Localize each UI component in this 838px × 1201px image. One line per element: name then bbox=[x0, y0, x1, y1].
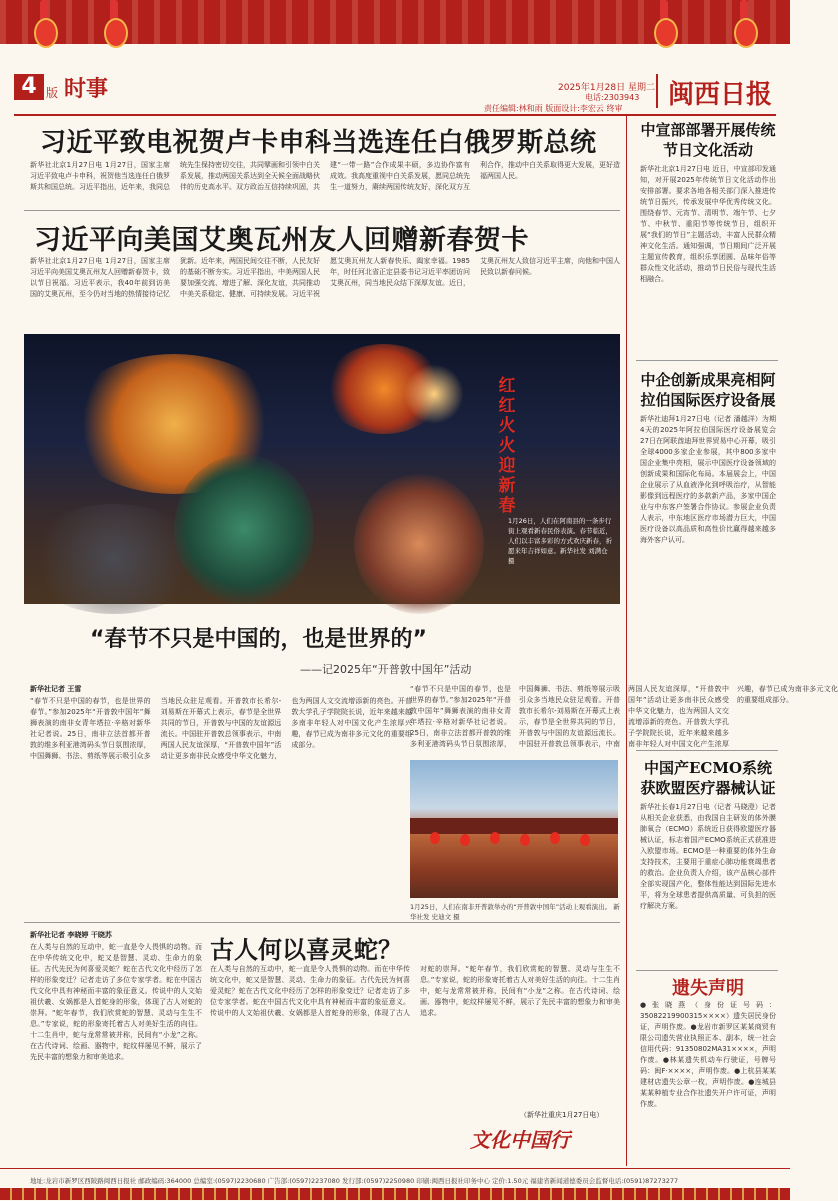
side3-body: 新华社长春1月27日电（记者 马晓澄）记者从相关企业获悉，由我国自主研发的体外膜肺氧合（ECMO）系统近日获得欧盟医疗器械认证，标志着国产ECMO系统正式获准进入欧盟市场。ECMO是一种重要的体外生命支持技术，主要用于重症心肺功能衰竭患者的救治。企业负责人介绍，该产品核心部件全部实现国产化，整体性能达到国际先进水平，将为全球患者提供高质量、可负担的医疗解决方案。 bbox=[640, 803, 776, 910]
side3-title: 中国产ECMO系统获欧盟医疗器械认证 bbox=[640, 759, 776, 797]
side1-body: 新华社北京1月27日电 近日，中宣部印发通知，对开展2025年传统节日文化活动作出安排部署。要求各地各相关部门深入推进传统节日振兴，传承发展中华优秀传统文化。围绕春节、元宵节、清明节、端午节、七夕节、中秋节、重阳节等传统节日，组织开展“我们的节日”主题活动，丰富人民群众精神文化生活。通知强调，节日期间广泛开展主题宣传教育，组织乐享团圆、品味年俗等群众性文化活动，推动节日民俗与现代生活相融合。 bbox=[640, 165, 776, 283]
lantern-icon bbox=[460, 834, 470, 846]
photo2-caption: 1月25日，人们在南非开普敦举办的“开普敦中国年”活动上观看演出。 新华社发 史迪文 摄 bbox=[410, 903, 620, 921]
article4-byline: 新华社记者 李晓婷 干晓苏 bbox=[30, 931, 112, 939]
article4-body-cont: 在人类与自然的互动中，蛇一直是令人畏惧的动物。而在中华传统文化中，蛇又是智慧、灵动、生命力的象征。古代先民为何喜爱灵蛇？蛇在古代文化中经历了怎样的形象变迁？记者走访了多位专家学者。蛇在中国古代文化中具有神秘而丰富的象征意义。传说中的人文始祖伏羲、女娲都是人首蛇身的形象，体现了古人对蛇的崇拜。“蛇年春节，我们欣赏蛇的智慧、灵动与生生不息。”专家说，蛇的形象寄托着古人对美好生活的向往。十二生肖中，蛇与龙常常被并称，民间有“小龙”之称。在古代诗词、绘画、器物中，蛇纹样屡见不鲜，展示了先民丰富的想象力和审美追求。 bbox=[210, 965, 620, 1017]
side2-body: 新华社迪拜1月27日电（记者 潘越洋）为期4天的2025年阿拉伯国际医疗设备展览会27日在阿联酋迪拜世界贸易中心开幕，吸引全球4000多家企业参展，其中800多家中国企业集中亮相，展示中国医疗设备领域的创新成果和国际化布局。本届展会上，中国企业展示了从血液净化到呼吸治疗，从智能影像到远程医疗的多款新产品，多家中国企业与中东客户签署合作协议。参展企业负责人表示，中东地区医疗市场潜力巨大，中国医疗设备以高品质和高性价比赢得越来越多海外客户认可。 bbox=[640, 415, 776, 544]
lantern-icon bbox=[430, 832, 440, 844]
newspaper-logo: 闽西日报 bbox=[656, 74, 782, 108]
editors: 责任编辑:林和雨 版面设计:李宏云 终审 bbox=[484, 104, 623, 113]
divider bbox=[24, 922, 620, 923]
section-title: 时事 bbox=[64, 77, 109, 102]
page-unit: 版 bbox=[46, 86, 59, 100]
footer-text: 地址:龙岩市新罗区西陂路闽西日报社 邮政编码:364000 总编室:(0597)2230680 广告部:(0597)2237080 发行部:(0597)2250980 印刷:闽西日报社印务中心 定价:1.50元 福建省新闻道德委员会监督电话:(0591)87273277 bbox=[30, 1177, 679, 1185]
article2-title: 习近平向美国艾奥瓦州友人回赠新春贺卡 bbox=[34, 225, 529, 256]
phone: 电话:2303943 bbox=[585, 93, 640, 102]
article1-title: 习近平致电祝贺卢卡申科当选连任白俄罗斯总统 bbox=[40, 128, 597, 158]
lantern-icon bbox=[40, 0, 48, 30]
lantern-icon bbox=[740, 0, 748, 30]
divider bbox=[24, 210, 620, 211]
bottom-border bbox=[0, 1188, 790, 1200]
article3-body-cont: “春节不只是中国的春节，也是世界的春节。”参加2025年“开普敦中国年”舞狮表演的南非女青年塔拉·辛格对新华社记者说。25日，南非立法首都开普敦的维多利亚港湾码头节日氛围浓厚，中国舞狮、书法、剪纸等展示吸引众多当地民众驻足观看。开普敦市长希尔-刘易斯在开幕式上表示，春节是全世界共同的节日，开普敦与中国的友谊源远流长。中国驻开普敦总领事表示，中南两国人民友谊深厚，“开普敦中国年”活动让更多南非民众感受中华文化魅力，也为两国人文交流增添新的亮色。开普敦大学孔子学院院长说，近年来越来越多南非年轻人对中国文化产生浓厚兴趣，春节已成为南非多元文化的重要组成部分。 bbox=[410, 685, 838, 748]
side1-title: 中宣部部署开展传统节日文化活动 bbox=[640, 121, 776, 159]
article4-body: 在人类与自然的互动中，蛇一直是令人畏惧的动物。而在中华传统文化中，蛇又是智慧、灵动、生命力的象征。古代先民为何喜爱灵蛇？蛇在古代文化中经历了怎样的形象变迁？记者走访了多位专家学者。蛇在中国古代文化中具有神秘而丰富的象征意义。传说中的人文始祖伏羲、女娲都是人首蛇身的形象，体现了古人对蛇的崇拜。“蛇年春节，我们欣赏蛇的智慧、灵动与生生不息。”专家说，蛇的形象寄托着古人对美好生活的向往。十二生肖中，蛇与龙常常被并称，民间有“小龙”之称。在古代诗词、绘画、器物中，蛇纹样屡见不鲜，展示了先民丰富的想象力和审美追求。 bbox=[30, 943, 202, 1061]
lantern-icon bbox=[490, 832, 500, 844]
divider bbox=[636, 750, 778, 751]
article3-body: “春节不只是中国的春节，也是世界的春节。”参加2025年“开普敦中国年”舞狮表演的南非女青年塔拉·辛格对新华社记者说。25日，南非立法首都开普敦的维多利亚港湾码头节日氛围浓厚，中国舞狮、书法、剪纸等展示吸引众多当地民众驻足观看。开普敦市长希尔-刘易斯在开幕式上表示，春节是全世界共同的节日，开普敦与中国的友谊源远流长。中国驻开普敦总领事表示，中南两国人民友谊深厚，“开普敦中国年”活动让更多南非民众感受中华文化魅力，也为两国人文交流增添新的亮色。开普敦大学孔子学院院长说，近年来越来越多南非年轻人对中国文化产生浓厚兴趣，春节已成为南非多元文化的重要组成部分。 bbox=[30, 697, 412, 760]
lantern-icon bbox=[110, 0, 118, 30]
lantern-icon bbox=[660, 0, 668, 30]
article3-byline: 新华社记者 王雷 bbox=[30, 685, 82, 693]
article2-body: 新华社北京1月27日电 1月27日，国家主席习近平向美国艾奥瓦州友人回赠新春贺卡，致以节日祝福。习近平表示，我40年前到访美国的艾奥瓦州，至今仍对当地的热情接待记忆犹新。近年来，两国民间交往不断，人民友好的基础不断夯实。习近平指出，中美两国人民要加强交流、增进了解、深化友谊，共同推动中美关系稳定、健康、可持续发展。习近平祝愿艾奥瓦州友人新春快乐、阖家幸福。1985年，时任河北省正定县委书记习近平率团访问艾奥瓦州，同当地民众结下深厚友谊。近日，艾奥瓦州友人致信习近平主席，向他和中国人民致以新春问候。 bbox=[30, 257, 620, 298]
page-number: 4 bbox=[14, 74, 44, 100]
issue-date: 2025年1月28日 星期二 bbox=[558, 83, 655, 93]
lost-notice-title: 遗失声明 bbox=[672, 978, 744, 999]
lost-notice-body: ●张晓燕（身份证号码：35082219900315××××）遗失居民身份证，声明作废。●龙岩市新罗区某某商贸有限公司遗失营业执照正本、副本，统一社会信用代码：91350802MA31××××，声明作废。●林某遗失机动车行驶证，号牌号码：闽F·××××，声明作废。●上杭县某某建材店遗失公章一枚，声明作废。●连城县某某种植专业合作社遗失开户许可证，声明作废。 bbox=[640, 1001, 776, 1108]
photo1-caption-title: 红红火火迎新春 bbox=[498, 376, 516, 516]
lantern-icon bbox=[550, 832, 560, 844]
divider bbox=[636, 360, 778, 361]
divider bbox=[636, 970, 778, 971]
article3-subtitle: ——记2025年“开普敦中国年”活动 bbox=[300, 663, 472, 676]
top-decorative-banner bbox=[0, 0, 790, 44]
article4-title: 古人何以喜灵蛇？ bbox=[210, 936, 402, 964]
column-divider bbox=[626, 116, 627, 1166]
article4-dateline: （新华社重庆1月27日电） bbox=[520, 1111, 604, 1119]
header-rule bbox=[14, 114, 776, 116]
lantern-icon bbox=[580, 834, 590, 846]
lantern-icon bbox=[520, 834, 530, 846]
article3-title: “春节不只是中国的，也是世界的” bbox=[90, 627, 427, 652]
article1-body: 新华社北京1月27日电 1月27日，国家主席习近平致电卢卡申科，祝贺他当选连任白俄罗斯共和国总统。习近平指出，近年来，我同总统先生保持密切交往，共同擘画和引领中白关系发展，推动两国关系达到全天候全面战略伙伴的历史高水平。双方政治互信持续巩固，共建“一带一路”合作成果丰硕，多边协作富有成效。我高度重视中白关系发展，愿同总统先生一道努力，赓续两国传统友好，深化双方互利合作，推动中白关系取得更大发展，更好造福两国人民。 bbox=[30, 161, 620, 191]
culture-china-logo: 文化中国行 bbox=[470, 1128, 570, 1152]
side2-title: 中企创新成果亮相阿拉伯国际医疗设备展 bbox=[640, 371, 776, 409]
capetown-event-photo bbox=[410, 760, 618, 898]
photo1-caption: 1月26日，人们在阿南县的一条步行街上观看新春民俗表演。春节临近，人们以丰富多彩的方式欢庆新春，祈愿来年吉祥如意。新华社发 刘满仓 摄 bbox=[508, 517, 612, 565]
